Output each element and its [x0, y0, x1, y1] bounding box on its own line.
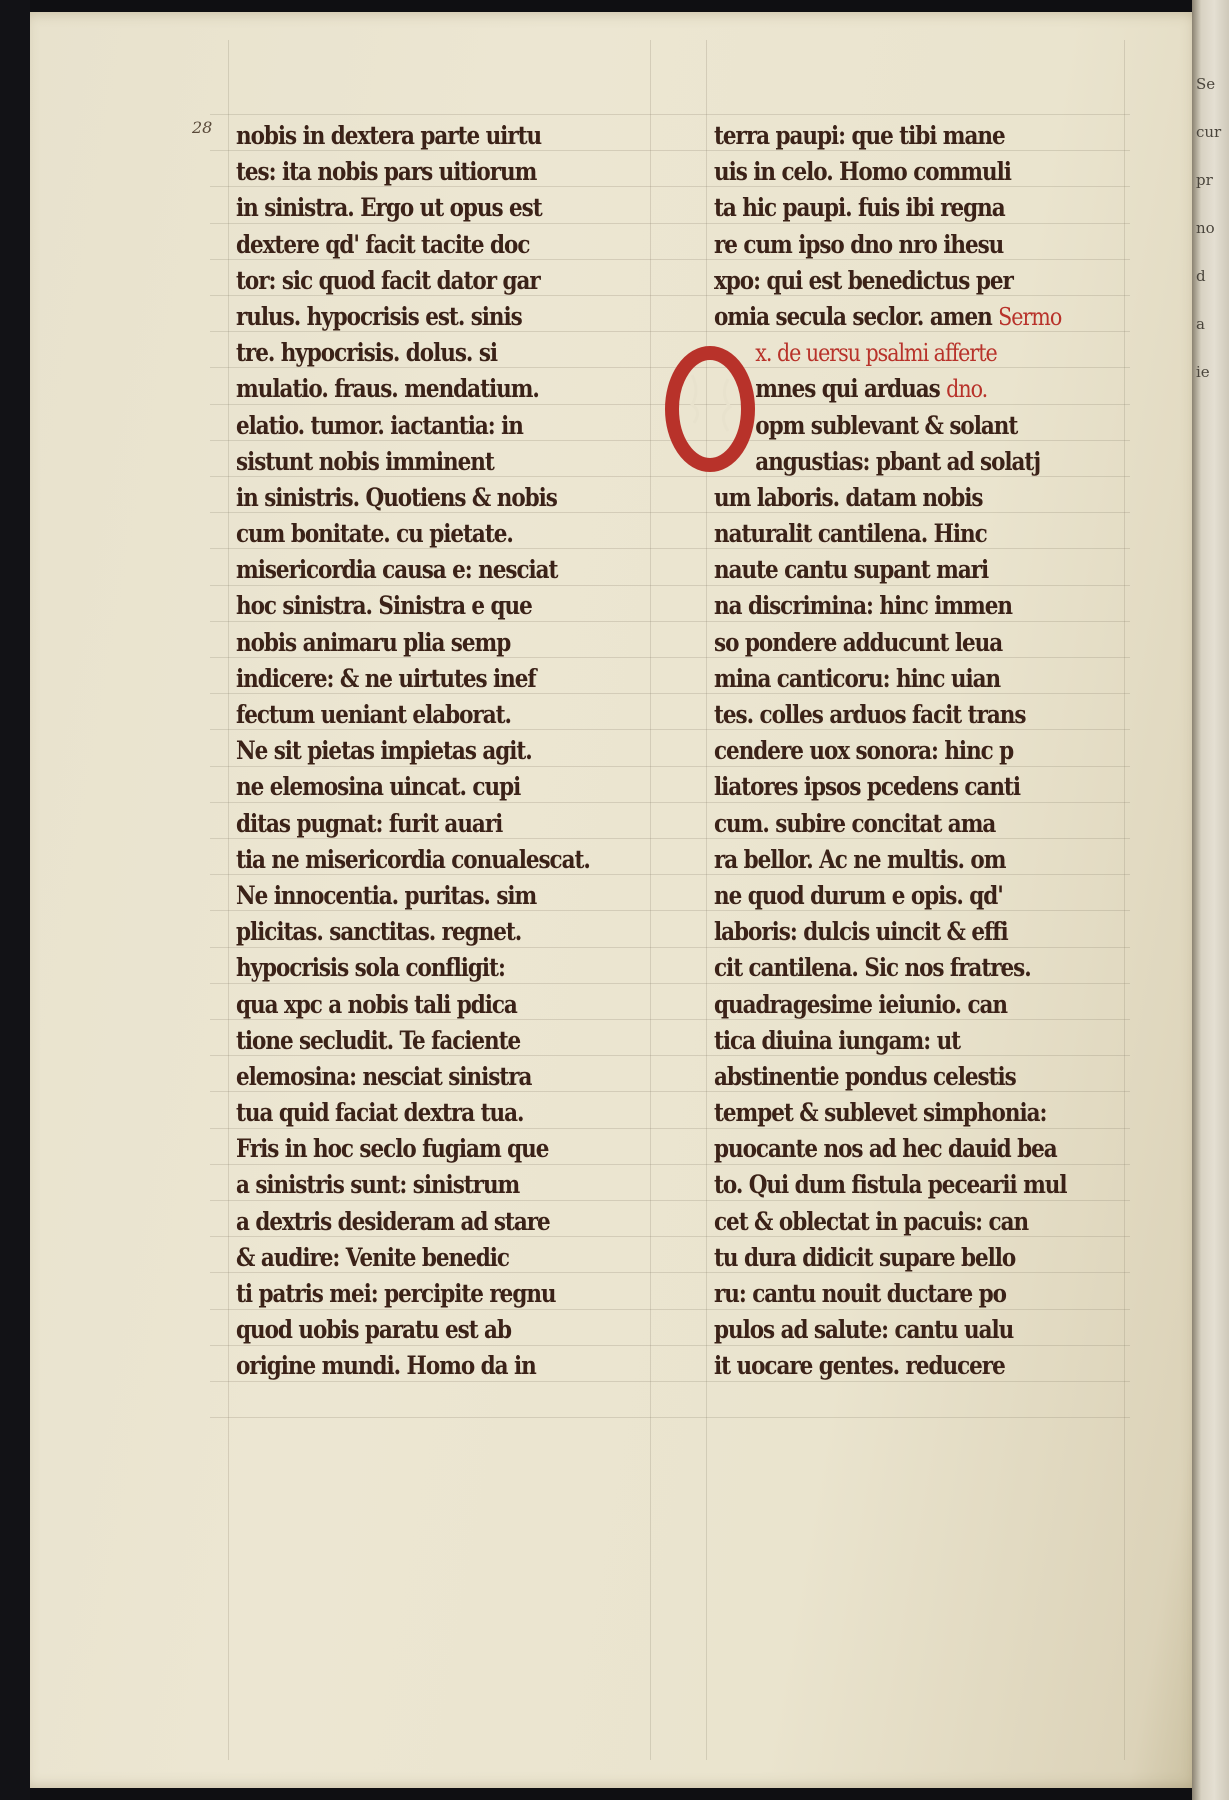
text-line	[714, 444, 1067, 480]
text-line-main: liatores ipsos pcedens canti	[714, 772, 1020, 802]
facing-page-fragment: d	[1196, 267, 1206, 285]
facing-page-fragment: cur	[1196, 123, 1222, 141]
text-line-main: cendere uox sonora: hinc p	[714, 736, 1014, 766]
text-line: rulus. hypocrisis est. sinis	[236, 301, 522, 331]
text-line: ne elemosina uincat. cupi	[236, 772, 521, 802]
text-line: ti patris mei: percipite regnu	[236, 1279, 556, 1308]
text-line-main: ra bellor. Ac ne multis. om	[714, 844, 1006, 874]
text-line: tione secludit. Te faciente	[236, 1025, 521, 1055]
text-line	[714, 697, 1067, 733]
text-line-main: tica diuina iungam: ut	[714, 1025, 961, 1055]
facing-page-fragment: Se	[1196, 75, 1216, 93]
folio-number: 28	[192, 118, 213, 137]
text-line-main: naturalit cantilena. Hinc	[714, 519, 987, 549]
text-line	[714, 1276, 1067, 1312]
text-line-main: terra paupi: que tibi mane	[714, 121, 1005, 150]
text-line-main: pulos ad salute: cantu ualu	[714, 1315, 1014, 1345]
text-line: quod uobis paratu est ab	[236, 1315, 511, 1345]
facing-page-fragment: pr	[1196, 171, 1213, 189]
vertical-ruling	[706, 40, 707, 1760]
text-line-main: mina canticoru: hinc uian	[714, 663, 1001, 693]
text-line	[714, 1204, 1067, 1240]
text-line	[714, 1240, 1067, 1276]
text-line-main: uis in celo. Homo commuli	[714, 157, 1011, 187]
text-line	[714, 661, 1067, 697]
text-line	[714, 769, 1067, 805]
text-line	[714, 371, 1067, 407]
text-line: sistunt nobis imminent	[236, 446, 494, 476]
text-line-main: puocante nos ad hec dauid bea	[714, 1134, 1057, 1164]
text-line: elemosina: nesciat sinistra	[236, 1061, 532, 1091]
text-line-main: tu dura didicit supare bello	[714, 1242, 1016, 1272]
text-line	[714, 878, 1067, 914]
text-line: tia ne misericordia conualescat.	[236, 844, 590, 874]
text-line	[714, 227, 1067, 263]
text-line	[714, 552, 1067, 588]
vertical-ruling	[650, 40, 651, 1760]
text-line	[714, 299, 1067, 335]
decorated-initial	[664, 345, 756, 473]
text-line-main: to. Qui dum fistula pecearii mul	[714, 1170, 1067, 1200]
rubric-text: dno.	[946, 375, 988, 404]
text-line-main: abstinentie pondus celestis	[714, 1061, 1016, 1091]
text-line-main: omia secula seclor. amen	[714, 301, 999, 331]
text-line-main: tempet & sublevet simphonia:	[714, 1098, 1047, 1128]
text-line-main: cet & oblectat in pacuis: can	[714, 1206, 1029, 1236]
text-line-main: quadragesime ieiunio. can	[714, 989, 1008, 1019]
text-line	[714, 806, 1067, 842]
text-line	[714, 588, 1067, 624]
text-line-main: re cum ipso dno nro ihesu	[714, 229, 1004, 259]
text-line: qua xpc a nobis tali pdica	[236, 989, 517, 1019]
text-line: ditas pugnat: furit auari	[236, 808, 503, 838]
rubric-text: Sermo	[998, 302, 1062, 331]
text-line: indicere: & ne uirtutes inef	[236, 663, 536, 693]
text-line: origine mundi. Homo da in	[236, 1351, 536, 1381]
text-line: in sinistra. Ergo ut opus est	[236, 193, 542, 223]
text-line	[714, 516, 1067, 552]
dark-background	[0, 0, 30, 1800]
text-line	[714, 1167, 1067, 1203]
text-line: tua quid faciat dextra tua.	[236, 1098, 524, 1128]
text-line: cum bonitate. cu pietate.	[236, 519, 513, 549]
text-line-main: ne quod durum e opis. qd'	[714, 880, 1003, 910]
text-line	[714, 987, 1067, 1023]
text-line: Ne sit pietas impietas agit.	[236, 736, 532, 766]
vertical-ruling	[1124, 40, 1125, 1760]
text-line	[714, 190, 1067, 226]
vertical-ruling	[228, 40, 229, 1760]
text-line-main: opm sublevant & solant	[755, 410, 1018, 440]
rubric-text: x. de uersu psalmi afferte	[755, 339, 997, 368]
text-line-main: cit cantilena. Sic nos fratres.	[714, 953, 1031, 983]
text-line: Ne innocentia. puritas. sim	[236, 880, 537, 910]
left-text-column	[236, 118, 646, 1385]
facing-page-fragment: a	[1196, 315, 1205, 333]
text-line: nobis animaru plia semp	[236, 627, 511, 657]
text-line-main: ta hic paupi. fuis ibi regna	[714, 193, 1005, 223]
text-line: nobis in dextera parte uirtu	[236, 121, 542, 150]
facing-page-text	[1196, 60, 1226, 396]
text-line: tes: ita nobis pars uitiorum	[236, 157, 537, 187]
text-line: & audire: Venite benedic	[236, 1242, 509, 1272]
text-line	[714, 118, 1067, 154]
text-line	[714, 263, 1067, 299]
text-line	[714, 1348, 1067, 1384]
text-line	[714, 1023, 1067, 1059]
text-line-main: um laboris. datam nobis	[714, 482, 983, 512]
text-line: a sinistris sunt: sinistrum	[236, 1170, 520, 1200]
text-line	[714, 1059, 1067, 1095]
text-line	[714, 1131, 1067, 1167]
text-line	[714, 914, 1067, 950]
text-line-main: angustias: pbant ad solatj	[755, 446, 1041, 476]
text-line: fectum ueniant elaborat.	[236, 700, 511, 729]
text-line-main: laboris: dulcis uincit & effi	[714, 917, 1008, 947]
text-line-main: naute cantu supant mari	[714, 555, 989, 585]
text-line: hoc sinistra. Sinistra e que	[236, 591, 532, 621]
text-line: dextere qd' facit tacite doc	[236, 229, 530, 259]
text-line: elatio. tumor. iactantia: in	[236, 410, 523, 440]
text-line: in sinistris. Quotiens & nobis	[236, 482, 557, 512]
text-line-main: na discrimina: hinc immen	[714, 591, 1013, 621]
horizontal-ruling	[210, 1417, 1130, 1418]
text-line: plicitas. sanctitas. regnet.	[236, 917, 522, 947]
text-line: Fris in hoc seclo fugiam que	[236, 1134, 549, 1164]
text-line: misericordia causa e: nesciat	[236, 555, 558, 585]
text-line	[714, 1095, 1067, 1131]
text-line	[714, 1312, 1067, 1348]
text-line-main: cum. subire concitat ama	[714, 808, 996, 838]
text-line	[714, 480, 1067, 516]
horizontal-ruling	[210, 114, 1130, 115]
text-line	[714, 842, 1067, 878]
text-line: tor: sic quod facit dator gar	[236, 265, 540, 295]
text-line-main: mnes qui arduas	[755, 374, 947, 404]
right-text-column	[714, 118, 1124, 1385]
text-line	[714, 408, 1067, 444]
facing-page-fragment: no	[1196, 219, 1215, 237]
text-line: a dextris desideram ad stare	[236, 1206, 550, 1236]
facing-page-fragment: ie	[1196, 363, 1210, 381]
text-line-main: it uocare gentes. reducere	[714, 1351, 1005, 1381]
text-line-main: so pondere adducunt leua	[714, 627, 1003, 657]
text-line: mulatio. fraus. mendatium.	[236, 374, 539, 404]
text-line	[714, 625, 1067, 661]
initial-letter: O	[704, 413, 716, 429]
text-line	[714, 335, 1067, 371]
text-line-main: ru: cantu nouit ductare po	[714, 1279, 1006, 1308]
text-line	[714, 950, 1067, 986]
text-line-main: tes. colles arduos facit trans	[714, 700, 1026, 729]
text-line: tre. hypocrisis. dolus. si	[236, 338, 498, 368]
text-line: hypocrisis sola confligit:	[236, 953, 505, 983]
text-line-main: xpo: qui est benedictus per	[714, 265, 1013, 295]
text-line	[714, 733, 1067, 769]
text-line	[714, 154, 1067, 190]
